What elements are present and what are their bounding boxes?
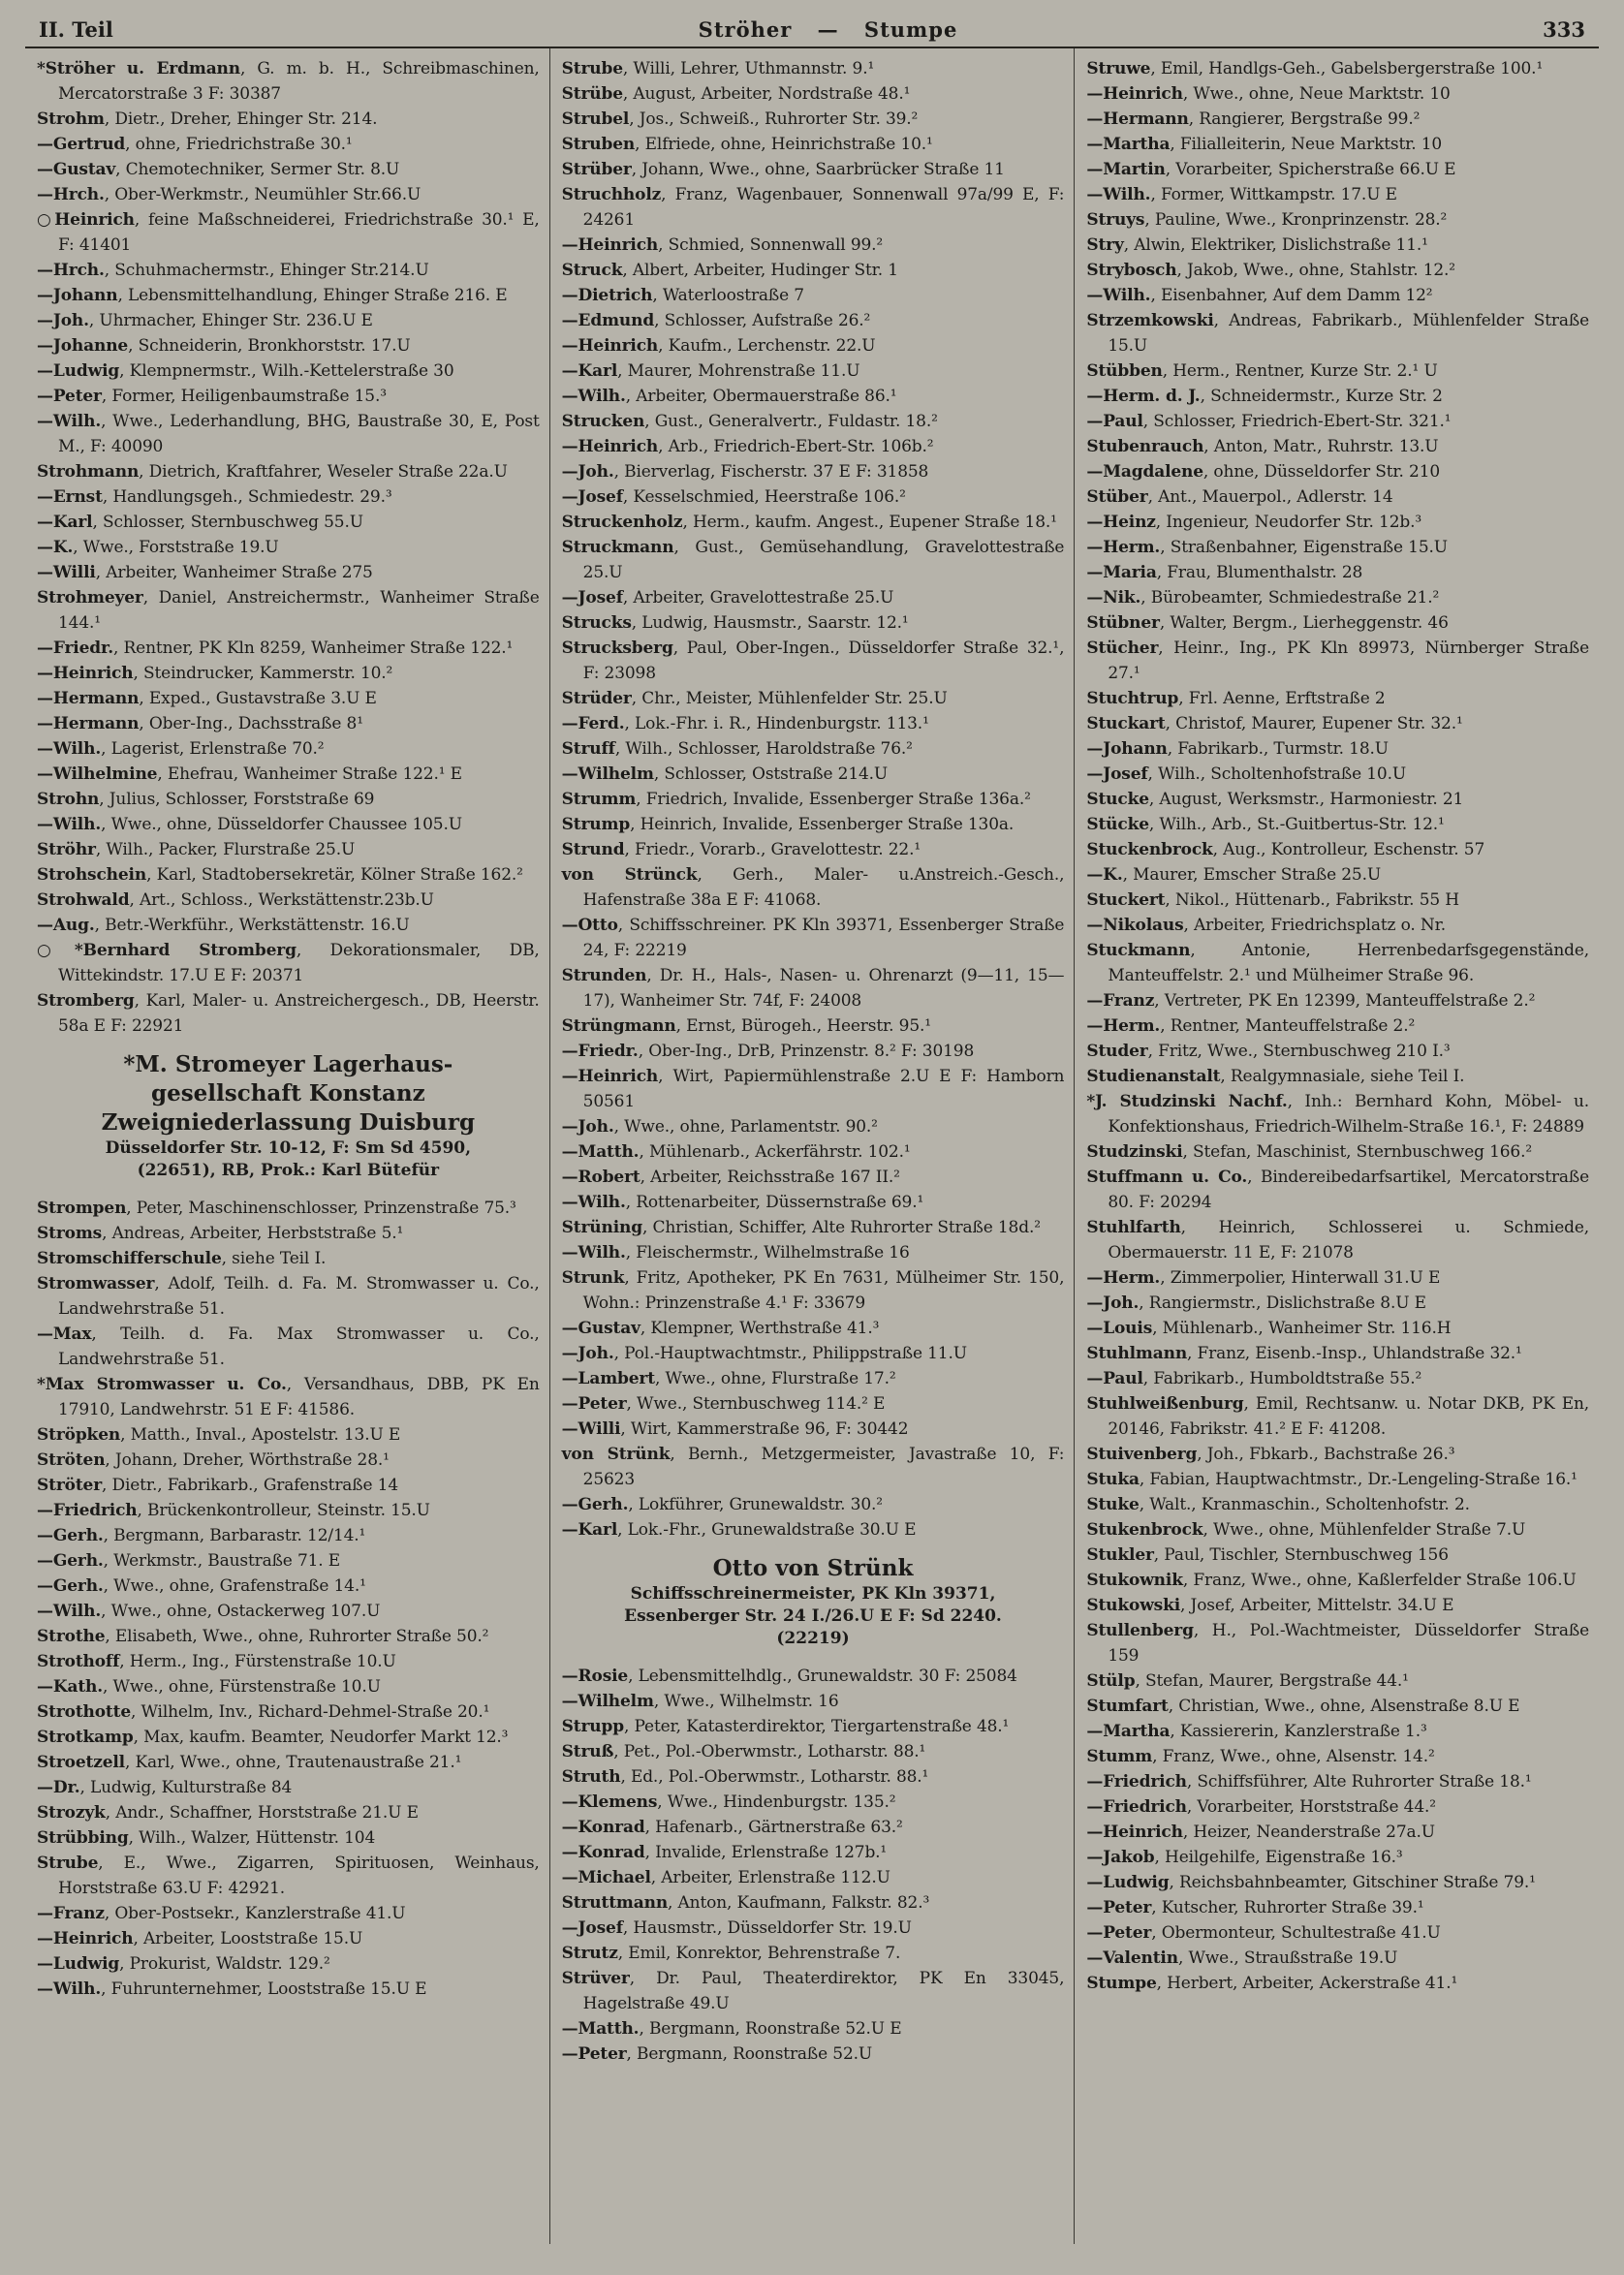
directory-entry: Strüder, Chr., Meister, Mühlenfelder Str. 25.U: [561, 689, 948, 708]
directory-entry: Stromberg, Karl, Maler- u. Anstreichergesch., DB, Heerstr. 58a E F: 22921: [37, 991, 540, 1036]
directory-entry: —Wilh., Fuhrunternehmer, Looststraße 15.U E: [37, 1979, 427, 1999]
directory-entry: von Strünck, Gerh., Maler- u.Anstreich.-Gesch., Hafenstraße 38a E F: 41068.: [561, 865, 1065, 910]
directory-entry: Stukowski, Josef, Arbeiter, Mittelstr. 34.U E: [1086, 1596, 1454, 1615]
directory-entry: Strozyk, Andr., Schaffner, Horststraße 21.U E: [37, 1803, 419, 1823]
directory-entry: —Paul, Fabrikarb., Humboldtstraße 55.²: [1086, 1369, 1422, 1388]
directory-entry: Stübner, Walter, Bergm., Lierheggenstr. 46: [1086, 613, 1449, 633]
directory-entry: —Franz, Vertreter, PK En 12399, Manteuffelstraße 2.²: [1086, 991, 1536, 1011]
directory-entry: —K., Wwe., Forststraße 19.U: [37, 538, 279, 557]
ad-line: Essenberger Str. 24 I./26.U E F: Sd 2240.: [624, 1606, 1002, 1626]
directory-entry: —Ernst, Handlungsgeh., Schmiedestr. 29.³: [37, 487, 392, 507]
directory-entry: Strohm, Dietr., Dreher, Ehinger Str. 214.: [37, 109, 378, 129]
directory-entry: —Wilhelm, Wwe., Wilhelmstr. 16: [561, 1692, 839, 1711]
directory-entry: Strüver, Dr. Paul, Theaterdirektor, PK En 33045, Hagelstraße 49.U: [561, 1969, 1065, 2013]
ad-line: *M. Stromeyer Lagerhaus-: [123, 1051, 453, 1077]
directory-entry: —Heinrich, Kaufm., Lerchenstr. 22.U: [561, 336, 876, 356]
directory-entry: Strübe, August, Arbeiter, Nordstraße 48.¹: [561, 84, 911, 104]
page-number: 333: [1543, 17, 1585, 42]
directory-entry: —Wilh., Fleischermstr., Wilhelmstraße 16: [561, 1243, 910, 1262]
directory-entry: —Gustav, Klempner, Werthstraße 41.³: [561, 1319, 880, 1338]
directory-entry: Stumpe, Herbert, Arbeiter, Ackerstraße 41.¹: [1086, 1974, 1458, 1993]
ad-line: gesellschaft Konstanz: [150, 1080, 425, 1106]
directory-entry: —Martin, Vorarbeiter, Spicherstraße 66.U E: [1086, 160, 1456, 179]
directory-entry: —Josef, Wilh., Scholtenhofstraße 10.U: [1086, 764, 1407, 784]
directory-entry: Strohmann, Dietrich, Kraftfahrer, Weseler Straße 22a.U: [37, 462, 508, 482]
directory-entry: —Ferd., Lok.-Fhr. i. R., Hindenburgstr. 113.¹: [561, 714, 929, 733]
directory-entry: —Gerh., Wwe., ohne, Grafenstraße 14.¹: [37, 1576, 366, 1596]
directory-entry: —Heinrich, Schmied, Sonnenwall 99.²: [561, 235, 884, 255]
directory-entry: Strucks, Ludwig, Hausmstr., Saarstr. 12.¹: [561, 613, 909, 633]
directory-entry: —Wilh., Wwe., ohne, Ostackerweg 107.U: [37, 1602, 381, 1621]
directory-entry: —Jakob, Heilgehilfe, Eigenstraße 16.³: [1086, 1848, 1403, 1867]
directory-entry: Strompen, Peter, Maschinenschlosser, Prinzenstraße 75.³: [37, 1199, 516, 1218]
directory-entry: Ströpken, Matth., Inval., Apostelstr. 13.U E: [37, 1425, 401, 1445]
directory-entry: Strubel, Jos., Schweiß., Ruhrorter Str. 39.²: [561, 109, 919, 129]
directory-entry: —Willi, Wirt, Kammerstraße 96, F: 30442: [561, 1419, 909, 1439]
directory-entry: —Herm., Zimmerpolier, Hinterwall 31.U E: [1086, 1268, 1441, 1288]
directory-entry: ○*Bernhard Stromberg, Dekorationsmaler, DB, Wittekindstr. 17.U E F: 20371: [37, 941, 540, 985]
directory-entry: Stumm, Franz, Wwe., ohne, Alsenstr. 14.²: [1086, 1747, 1435, 1766]
column-1: [25, 48, 549, 2244]
directory-entry: Stullenberg, H., Pol.-Wachtmeister, Düsseldorfer Straße 159: [1086, 1621, 1590, 1666]
directory-entry: —Matth., Mühlenarb., Ackerfährstr. 102.¹: [561, 1142, 911, 1162]
directory-entry: Strüngmann, Ernst, Bürogeh., Heerstr. 95.¹: [561, 1016, 931, 1036]
directory-entry: —Joh., Wwe., ohne, Parlamentstr. 90.²: [561, 1117, 878, 1137]
directory-entry: Stülp, Stefan, Maurer, Bergstraße 44.¹: [1086, 1671, 1409, 1691]
directory-entry: —Ludwig, Klempnermstr., Wilh.-Kettelerstraße 30: [37, 361, 454, 381]
directory-entry: —Johann, Lebensmittelhandlung, Ehinger Straße 216. E: [37, 286, 508, 305]
directory-entry: Studer, Fritz, Wwe., Sternbuschweg 210 I.³: [1086, 1042, 1451, 1061]
directory-entry: —Friedrich, Vorarbeiter, Horststraße 44.²: [1086, 1797, 1436, 1817]
ad-line: Otto von Strünk: [712, 1555, 914, 1581]
directory-entry: Stuckenbrock, Aug., Kontrolleur, Eschenstr. 57: [1086, 840, 1485, 859]
directory-entry: —Wilh., Eisenbahner, Auf dem Damm 12²: [1086, 286, 1433, 305]
directory-entry: —Gerh., Werkmstr., Baustraße 71. E: [37, 1551, 341, 1571]
directory-entry: —Paul, Schlosser, Friedrich-Ebert-Str. 321.¹: [1086, 412, 1452, 431]
directory-entry: —Heinrich, Arbeiter, Looststraße 15.U: [37, 1929, 363, 1948]
directory-entry: —Michael, Arbeiter, Erlenstraße 112.U: [561, 1868, 890, 1887]
directory-entry: Struff, Wilh., Schlosser, Haroldstraße 76.²: [561, 739, 913, 759]
directory-entry: Stroms, Andreas, Arbeiter, Herbststraße 5.¹: [37, 1224, 404, 1243]
directory-entry: —Karl, Maurer, Mohrenstraße 11.U: [561, 361, 860, 381]
directory-entry: —Robert, Arbeiter, Reichsstraße 167 II.²: [561, 1168, 900, 1187]
directory-entry: —K., Maurer, Emscher Straße 25.U: [1086, 865, 1382, 885]
directory-entry: —Gerh., Bergmann, Barbarastr. 12/14.¹: [37, 1526, 366, 1545]
directory-entry: —Peter, Kutscher, Ruhrorter Straße 39.¹: [1086, 1898, 1424, 1917]
directory-entry: —Konrad, Hafenarb., Gärtnerstraße 63.²: [561, 1818, 903, 1837]
directory-entry: —Franz, Ober-Postsekr., Kanzlerstraße 41.U: [37, 1904, 406, 1923]
column-2: [549, 48, 1075, 2244]
directory-entry: Struckenholz, Herm., kaufm. Angest., Eupener Straße 18.¹: [561, 513, 1057, 532]
directory-entry: —Aug., Betr.-Werkführ., Werkstättenstr. 16.U: [37, 916, 410, 935]
directory-entry: Stuhlmann, Franz, Eisenb.-Insp., Uhlandstraße 32.¹: [1086, 1344, 1522, 1363]
directory-entry: —Josef, Hausmstr., Düsseldorfer Str. 19.U: [561, 1918, 912, 1938]
directory-entry: Strüning, Christian, Schiffer, Alte Ruhrorter Straße 18d.²: [561, 1218, 1041, 1237]
ad-line: (22219): [776, 1629, 850, 1648]
directory-entry: Stuffmann u. Co., Bindereibedarfsartikel, Mercatorstraße 80. F: 20294: [1086, 1168, 1590, 1212]
directory-entry: Strohwald, Art., Schloss., Werkstättenstr.23b.U: [37, 890, 434, 910]
directory-columns: [25, 48, 1599, 2244]
directory-entry: Stuckart, Christof, Maurer, Eupener Str. 32.¹: [1086, 714, 1463, 733]
directory-entry: —Herm., Rentner, Manteuffelstraße 2.²: [1086, 1016, 1416, 1036]
directory-entry: —Rosie, Lebensmittelhdlg., Grunewaldstr. 30 F: 25084: [561, 1667, 1017, 1686]
ad-line: Zweigniederlassung Duisburg: [101, 1109, 476, 1136]
ad-line: Schiffsschreinermeister, PK Kln 39371,: [630, 1584, 996, 1604]
directory-entry: —Heinrich, Arb., Friedrich-Ebert-Str. 106b.²: [561, 437, 934, 456]
directory-entry: —Friedrich, Brückenkontrolleur, Steinstr. 15.U: [37, 1501, 430, 1520]
directory-entry: —Friedr., Rentner, PK Kln 8259, Wanheimer Straße 122.¹: [37, 639, 514, 658]
directory-entry: —Joh., Pol.-Hauptwachtmstr., Philippstraße 11.U: [561, 1344, 967, 1363]
directory-entry: —Klemens, Wwe., Hindenburgstr. 135.²: [561, 1792, 896, 1812]
directory-entry: —Wilhelm, Schlosser, Oststraße 214.U: [561, 764, 889, 784]
directory-entry: —Nik., Bürobeamter, Schmiedestraße 21.²: [1086, 588, 1440, 608]
directory-entry: Stromwasser, Adolf, Teilh. d. Fa. M. Stromwasser u. Co., Landwehrstraße 51.: [37, 1274, 540, 1319]
running-title: Ströher — Stumpe: [698, 17, 958, 42]
directory-entry: Strucken, Gust., Generalvertr., Fuldastr. 18.²: [561, 412, 938, 431]
directory-entry: —Friedrich, Schiffsführer, Alte Ruhrorter Straße 18.¹: [1086, 1772, 1532, 1792]
directory-entry: —Ludwig, Reichsbahnbeamter, Gitschiner Straße 79.¹: [1086, 1873, 1536, 1892]
directory-entry: —Martha, Kassiererin, Kanzlerstraße 1.³: [1086, 1722, 1427, 1741]
directory-entry: —Ludwig, Prokurist, Waldstr. 129.²: [37, 1954, 330, 1974]
directory-entry: Struchholz, Franz, Wagenbauer, Sonnenwall 97a/99 E, F: 24261: [561, 185, 1065, 230]
directory-entry: —Wilh., Wwe., Lederhandlung, BHG, Baustraße 30, E, Post M., F: 40090: [37, 412, 540, 456]
directory-entry: —Herm., Straßenbahner, Eigenstraße 15.U: [1086, 538, 1448, 557]
directory-entry: Strube, E., Wwe., Zigarren, Spirituosen, Weinhaus, Horststraße 63.U F: 42921.: [37, 1854, 540, 1898]
directory-entry: —Josef, Arbeiter, Gravelottestraße 25.U: [561, 588, 894, 608]
directory-entry: Stuckmann, Antonie, Herrenbedarfsgegenstände, Manteuffelstr. 2.¹ und Mülheimer Straße 96.: [1086, 941, 1590, 985]
column-3: [1074, 48, 1599, 2244]
directory-entry: Struckmann, Gust., Gemüsehandlung, Gravelottestraße 25.U: [561, 538, 1065, 582]
directory-entry: Struth, Ed., Pol.-Oberwmstr., Lotharstr. 88.¹: [561, 1767, 929, 1787]
directory-entry: —Matth., Bergmann, Roonstraße 52.U E: [561, 2019, 902, 2039]
directory-entry: Strund, Friedr., Vorarb., Gravelottestr. 22.¹: [561, 840, 921, 859]
directory-entry: ○Heinrich, feine Maßschneiderei, Friedrichstraße 30.¹ E, F: 41401: [37, 210, 540, 255]
directory-entry: —Herm. d. J., Schneidermstr., Kurze Str. 2: [1086, 387, 1443, 406]
directory-entry: Strube, Willi, Lehrer, Uthmannstr. 9.¹: [561, 59, 875, 78]
directory-entry: Ströter, Dietr., Fabrikarb., Grafenstraße 14: [37, 1476, 398, 1495]
part-label: II. Teil: [39, 17, 113, 42]
directory-entry: Studienanstalt, Realgymnasiale, siehe Teil I.: [1086, 1067, 1465, 1086]
directory-entry: —Lambert, Wwe., ohne, Flurstraße 17.²: [561, 1369, 896, 1388]
directory-entry: —Maria, Frau, Blumenthalstr. 28: [1086, 563, 1363, 582]
directory-entry: Stuhlfarth, Heinrich, Schlosserei u. Schmiede, Obermauerstr. 11 E, F: 21078: [1086, 1218, 1590, 1262]
directory-entry: Strzemkowski, Andreas, Fabrikarb., Mühlenfelder Straße 15.U: [1086, 311, 1590, 356]
directory-entry: —Valentin, Wwe., Straußstraße 19.U: [1086, 1948, 1398, 1968]
directory-entry: Strump, Heinrich, Invalide, Essenberger Straße 130a.: [561, 815, 1015, 834]
directory-entry: —Martha, Filialleiterin, Neue Marktstr. 10: [1086, 135, 1443, 154]
directory-entry: —Kath., Wwe., ohne, Fürstenstraße 10.U: [37, 1677, 381, 1697]
directory-entry: Ströten, Johann, Dreher, Wörthstraße 28.¹: [37, 1450, 390, 1470]
directory-entry: —Edmund, Schlosser, Aufstraße 26.²: [561, 311, 871, 330]
directory-entry: Stry, Alwin, Elektriker, Dislichstraße 11.¹: [1086, 235, 1428, 255]
directory-entry: *Max Stromwasser u. Co., Versandhaus, DBB, PK En 17910, Landwehrstr. 51 E F: 41586.: [37, 1375, 540, 1419]
directory-entry: Ströhr, Wilh., Packer, Flurstraße 25.U: [37, 840, 356, 859]
directory-entry: Struwe, Emil, Handlgs-Geh., Gabelsbergerstraße 100.¹: [1086, 59, 1544, 78]
directory-entry: Stukownik, Franz, Wwe., ohne, Kaßlerfelder Straße 106.U: [1086, 1571, 1577, 1590]
directory-entry: —Nikolaus, Arbeiter, Friedrichsplatz o. Nr.: [1086, 916, 1446, 935]
directory-entry: Struys, Pauline, Wwe., Kronprinzenstr. 28.²: [1086, 210, 1448, 230]
directory-entry: —Heinrich, Wwe., ohne, Neue Marktstr. 10: [1086, 84, 1451, 104]
directory-entry: —Heinrich, Steindrucker, Kammerstr. 10.²: [37, 664, 393, 683]
directory-entry: Strupp, Peter, Katasterdirektor, Tiergartenstraße 48.¹: [561, 1717, 1010, 1736]
directory-entry: —Wilh., Lagerist, Erlenstraße 70.²: [37, 739, 325, 759]
directory-entry: Strothotte, Wilhelm, Inv., Richard-Dehmel-Straße 20.¹: [37, 1702, 490, 1722]
directory-entry: —Wilh., Wwe., ohne, Düsseldorfer Chaussee 105.U: [37, 815, 462, 834]
directory-entry: Stücher, Heinr., Ing., PK Kln 89973, Nürnberger Straße 27.¹: [1086, 639, 1590, 683]
directory-entry: Strutz, Emil, Konrektor, Behrenstraße 7.: [561, 1944, 901, 1963]
directory-entry: —Gerh., Lokführer, Grunewaldstr. 30.²: [561, 1495, 883, 1514]
directory-entry: Stukler, Paul, Tischler, Sternbuschweg 156: [1086, 1545, 1449, 1565]
directory-entry: Stubenrauch, Anton, Matr., Ruhrstr. 13.U: [1086, 437, 1439, 456]
directory-entry: —Joh., Uhrmacher, Ehinger Str. 236.U E: [37, 311, 373, 330]
directory-entry: —Dr., Ludwig, Kulturstraße 84: [37, 1778, 293, 1797]
directory-entry: *Ströher u. Erdmann, G. m. b. H., Schreibmaschinen, Mercatorstraße 3 F: 30387: [37, 59, 540, 104]
directory-entry: —Hermann, Ober-Ing., Dachsstraße 8¹: [37, 714, 363, 733]
directory-entry: —Wilh., Former, Wittkampstr. 17.U E: [1086, 185, 1397, 204]
directory-entry: Stuckert, Nikol., Hüttenarb., Fabrikstr. 55 H: [1086, 890, 1459, 910]
stromeyer-ad: [37, 1041, 540, 1194]
directory-entry: —Peter, Bergmann, Roonstraße 52.U: [561, 2044, 873, 2064]
directory-entry: —Willi, Arbeiter, Wanheimer Straße 275: [37, 563, 373, 582]
directory-entry: —Joh., Rangiermstr., Dislichstraße 8.U E: [1086, 1293, 1426, 1313]
directory-entry: —Dietrich, Waterloostraße 7: [561, 286, 804, 305]
directory-entry: Stuchtrup, Frl. Aenne, Erftstraße 2: [1086, 689, 1386, 708]
directory-entry: —Heinrich, Wirt, Papiermühlenstraße 2.U E F: Hamborn 50561: [561, 1067, 1065, 1111]
directory-entry: Stuivenberg, Joh., Fbkarb., Bachstraße 26.³: [1086, 1445, 1455, 1464]
directory-entry: —Louis, Mühlenarb., Wanheimer Str. 116.H: [1086, 1319, 1452, 1338]
directory-entry: —Joh., Bierverlag, Fischerstr. 37 E F: 31858: [561, 462, 929, 482]
directory-entry: —Wilhelmine, Ehefrau, Wanheimer Straße 122.¹ E: [37, 764, 462, 784]
directory-entry: Struttmann, Anton, Kaufmann, Falkstr. 82.³: [561, 1893, 930, 1913]
directory-entry: —Hermann, Rangierer, Bergstraße 99.²: [1086, 109, 1421, 129]
directory-entry: Struß, Pet., Pol.-Oberwmstr., Lotharstr. 88.¹: [561, 1742, 926, 1761]
directory-entry: Strumm, Friedrich, Invalide, Essenberger Straße 136a.²: [561, 790, 1031, 809]
directory-entry: —Gustav, Chemotechniker, Sermer Str. 8.U: [37, 160, 400, 179]
directory-entry: Strucksberg, Paul, Ober-Ingen., Düsseldorfer Straße 32.¹, F: 23098: [561, 639, 1065, 683]
ad-line: Düsseldorfer Str. 10-12, F: Sm Sd 4590,: [105, 1138, 472, 1158]
directory-entry: —Peter, Former, Heiligenbaumstraße 15.³: [37, 387, 387, 406]
directory-entry: —Johanne, Schneiderin, Bronkhorststr. 17.U: [37, 336, 411, 356]
directory-entry: —Heinz, Ingenieur, Neudorfer Str. 12b.³: [1086, 513, 1422, 532]
directory-entry: —Hrch., Schuhmachermstr., Ehinger Str.214.U: [37, 261, 429, 280]
directory-entry: Stucke, August, Werksmstr., Harmoniestr. 21: [1086, 790, 1464, 809]
directory-entry: Strohschein, Karl, Stadtobersekretär, Kölner Straße 162.²: [37, 865, 523, 885]
directory-entry: —Hrch., Ober-Werkmstr., Neumühler Str.66.U: [37, 185, 422, 204]
directory-entry: —Karl, Schlosser, Sternbuschweg 55.U: [37, 513, 363, 532]
directory-entry: —Karl, Lok.-Fhr., Grunewaldstraße 30.U E: [561, 1520, 917, 1540]
directory-entry: Strohmeyer, Daniel, Anstreichermstr., Wanheimer Straße 144.¹: [37, 588, 540, 633]
directory-entry: —Johann, Fabrikarb., Turmstr. 18.U: [1086, 739, 1389, 759]
directory-entry: —Magdalene, ohne, Düsseldorfer Str. 210: [1086, 462, 1441, 482]
directory-entry: Strunden, Dr. H., Hals-, Nasen- u. Ohrenarzt (9—11, 15—17), Wanheimer Str. 74f, F: 24008: [561, 966, 1065, 1011]
directory-entry: Stübben, Herm., Rentner, Kurze Str. 2.¹ U: [1086, 361, 1438, 381]
directory-entry: Stuhlweißenburg, Emil, Rechtsanw. u. Notar DKB, PK En, 20146, Fabrikstr. 41.² E F: 41208.: [1086, 1394, 1590, 1439]
directory-entry: Stücke, Wilh., Arb., St.-Guitbertus-Str. 12.¹: [1086, 815, 1445, 834]
directory-entry: —Otto, Schiffsschreiner. PK Kln 39371, Essenberger Straße 24, F: 22219: [561, 916, 1065, 960]
ad-line: (22651), RB, Prok.: Karl Bütefür: [137, 1161, 440, 1180]
directory-entry: —Peter, Wwe., Sternbuschweg 114.² E: [561, 1394, 886, 1414]
directory-entry: Studzinski, Stefan, Maschinist, Sternbuschweg 166.²: [1086, 1142, 1533, 1162]
otto-von-struenk-ad: [562, 1544, 1065, 1662]
directory-entry: Struben, Elfriede, ohne, Heinrichstraße 10.¹: [561, 135, 933, 154]
page-header: [25, 16, 1599, 48]
directory-entry: Stromschifferschule, siehe Teil I.: [37, 1249, 327, 1268]
directory-entry: —Josef, Kesselschmied, Heerstraße 106.²: [561, 487, 906, 507]
directory-entry: Stumfart, Christian, Wwe., ohne, Alsenstraße 8.U E: [1086, 1697, 1520, 1716]
directory-entry: —Hermann, Exped., Gustavstraße 3.U E: [37, 689, 377, 708]
directory-entry: Strybosch, Jakob, Wwe., ohne, Stahlstr. 12.²: [1086, 261, 1455, 280]
directory-entry: Strothoff, Herm., Ing., Fürstenstraße 10.U: [37, 1652, 396, 1671]
directory-entry: Strothe, Elisabeth, Wwe., ohne, Ruhrorter Straße 50.²: [37, 1627, 489, 1646]
directory-entry: Stukenbrock, Wwe., ohne, Mühlenfelder Straße 7.U: [1086, 1520, 1526, 1540]
directory-entry: Stuke, Walt., Kranmaschin., Scholtenhofstr. 2.: [1086, 1495, 1470, 1514]
directory-entry: von Strünk, Bernh., Metzgermeister, Javastraße 10, F: 25623: [561, 1445, 1065, 1489]
directory-entry: Stuka, Fabian, Hauptwachtmstr., Dr.-Lengeling-Straße 16.¹: [1086, 1470, 1577, 1489]
directory-entry: —Friedr., Ober-Ing., DrB, Prinzenstr. 8.² F: 30198: [561, 1042, 975, 1061]
directory-entry: —Heinrich, Heizer, Neanderstraße 27a.U: [1086, 1823, 1435, 1842]
directory-entry: —Konrad, Invalide, Erlenstraße 127b.¹: [561, 1843, 888, 1862]
directory-entry: Strotkamp, Max, kaufm. Beamter, Neudorfer Markt 12.³: [37, 1728, 509, 1747]
directory-entry: —Gertrud, ohne, Friedrichstraße 30.¹: [37, 135, 353, 154]
directory-entry: —Max, Teilh. d. Fa. Max Stromwasser u. Co., Landwehrstraße 51.: [37, 1324, 540, 1369]
directory-entry: Struck, Albert, Arbeiter, Hudinger Str. 1: [561, 261, 898, 280]
directory-entry: Strüber, Johann, Wwe., ohne, Saarbrücker Straße 11: [561, 160, 1005, 179]
directory-entry: Strohn, Julius, Schlosser, Forststraße 69: [37, 790, 375, 809]
directory-entry: —Wilh., Arbeiter, Obermauerstraße 86.¹: [561, 387, 897, 406]
directory-entry: Strunk, Fritz, Apotheker, PK En 7631, Mülheimer Str. 150, Wohn.: Prinzenstraße 4.¹ F: 33679: [561, 1268, 1065, 1313]
directory-entry: *J. Studzinski Nachf., Inh.: Bernhard Kohn, Möbel- u. Konfektionshaus, Friedrich-Wilhelm-Straße 16.¹, F: 24889: [1086, 1092, 1590, 1137]
directory-entry: —Peter, Obermonteur, Schultestraße 41.U: [1086, 1923, 1441, 1943]
directory-entry: —Wilh., Rottenarbeiter, Düssernstraße 69.¹: [561, 1193, 924, 1212]
directory-entry: Strübbing, Wilh., Walzer, Hüttenstr. 104: [37, 1828, 376, 1848]
directory-entry: Stüber, Ant., Mauerpol., Adlerstr. 14: [1086, 487, 1393, 507]
directory-entry: Stroetzell, Karl, Wwe., ohne, Trautenaustraße 21.¹: [37, 1753, 462, 1772]
